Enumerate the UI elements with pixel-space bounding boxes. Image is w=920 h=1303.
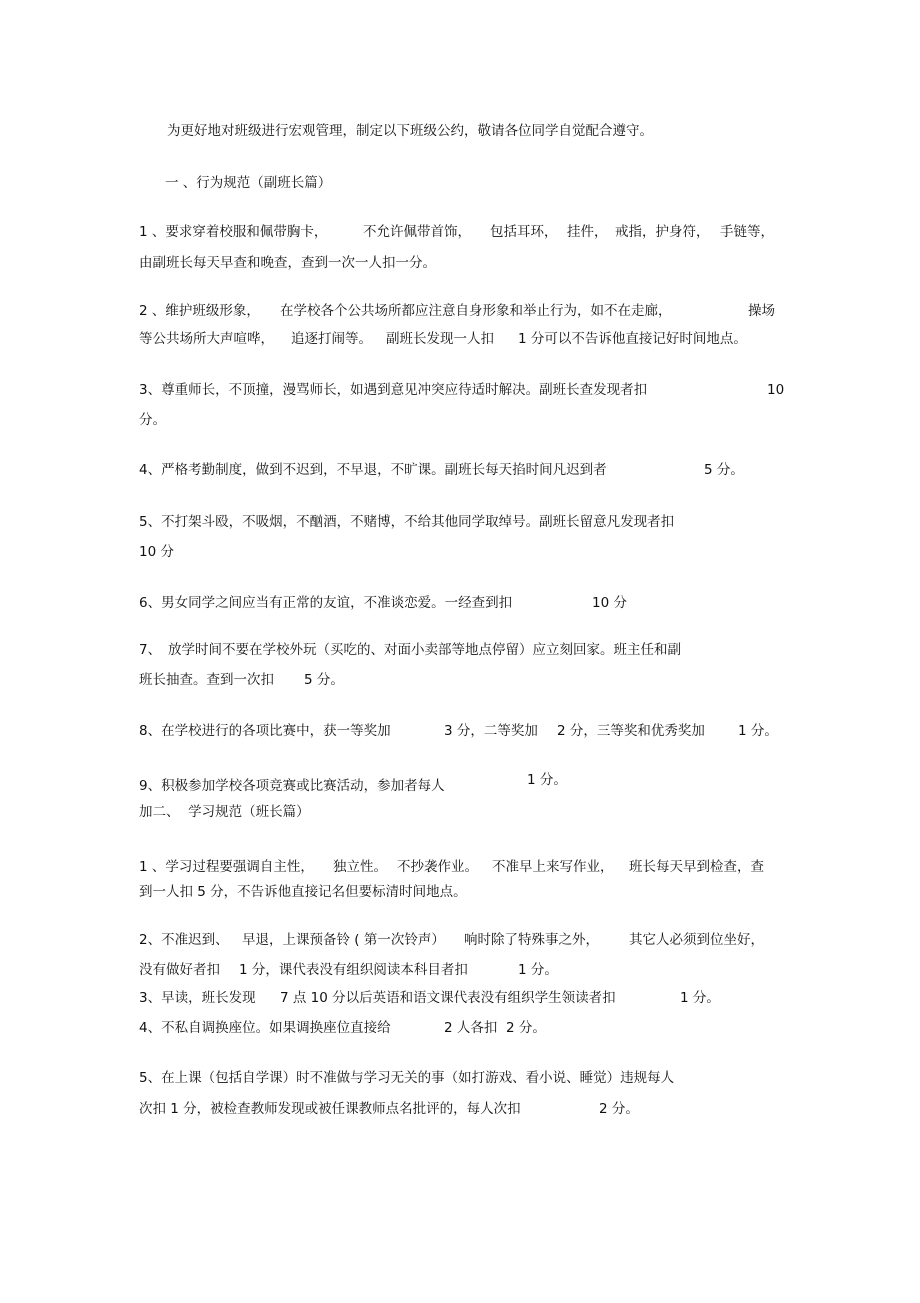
text-segment: 副班长发现一人扣 [386, 331, 494, 347]
section1-heading: 一 、行为规范（副班长篇） [165, 175, 332, 191]
text-segment: 5 分。 [704, 462, 744, 478]
text-segment: 10 [767, 382, 785, 398]
text-segment: 6、男女同学之间应当有正常的友谊，不准谈恋爱。一经查到扣 [139, 595, 513, 611]
text-segment: 1 分，课代表没有组织阅读本科目者扣 [239, 962, 468, 978]
text-segment: 包括耳环， [490, 224, 558, 240]
text-segment: 7、 [139, 642, 162, 658]
text-segment: 2、不准迟到、 [139, 932, 229, 948]
text-segment: 到一人扣 5 分，不告诉他直接记名但要标清时间地点。 [139, 884, 467, 900]
text-segment: 3、早读，班长发现 [139, 990, 256, 1006]
text-segment: 4、不私自调换座位。如果调换座位直接给 [139, 1020, 391, 1036]
text-segment: 独立性。 [333, 859, 387, 875]
text-segment: 班长抽查。查到一次扣 [139, 672, 274, 688]
text-segment: 7 点 10 分以后英语和语文课代表没有组织学生领读者扣 [280, 990, 616, 1006]
text-segment: 1 分。 [738, 723, 778, 739]
section2-heading: 加二、 学习规范（班长篇） [139, 804, 310, 820]
text-segment: 2 人各扣 2 分。 [444, 1020, 546, 1036]
text-segment: 3、尊重师长，不顶撞，漫骂师长，如遇到意见冲突应待适时解决。副班长查发现者扣 [139, 382, 648, 398]
text-segment: 其它人必须到位坐好， [629, 932, 764, 948]
text-segment: 响时除了特殊事之外， [464, 932, 599, 948]
text-segment: 5、不打架斗殴，不吸烟，不酗酒，不赌博，不给其他同学取绰号。副班长留意凡发现者扣 [139, 514, 675, 530]
text-segment: 戒指，护身符， [615, 224, 710, 240]
text-segment: 2 分，三等奖和优秀奖加 [557, 723, 705, 739]
text-segment: 不允许佩带首饰， [363, 224, 471, 240]
intro-paragraph: 为更好地对班级进行宏观管理，制定以下班级公约，敬请各位同学自觉配合遵守。 [167, 123, 653, 139]
text-segment: 分。 [139, 412, 166, 428]
text-segment: 在学校各个公共场所都应注意自身形象和举止行为，如不在走廊， [280, 303, 672, 319]
text-segment: 3 分，二等奖加 [444, 723, 538, 739]
text-segment: 10 分 [592, 595, 627, 611]
text-segment: 次扣 1 分，被检查教师发现或被任课教师点名批评的，每人次扣 [139, 1101, 521, 1117]
text-segment: 操场 [748, 303, 775, 319]
text-segment: 5 分。 [304, 672, 344, 688]
text-segment: 放学时间不要在学校外玩（买吃的、对面小卖部等地点停留）应立刻回家。班主任和副 [168, 642, 681, 658]
text-segment: 1 分可以不告诉他直接记好时间地点。 [518, 331, 747, 347]
text-segment: 9、积极参加学校各项竞赛或比赛活动，参加者每人 [139, 778, 445, 794]
text-segment: 没有做好者扣 [139, 962, 220, 978]
text-segment: 1 、要求穿着校服和佩带胸卡， [139, 224, 328, 240]
text-segment: 由副班长每天早查和晚查，查到一次一人扣一分。 [139, 255, 436, 271]
text-segment: 1 分。 [527, 772, 567, 788]
text-segment: 5、在上课（包括自学课）时不准做与学习无关的事（如打游戏、看小说、睡觉）违规每人 [139, 1070, 675, 1086]
text-segment: 不准早上来写作业， [492, 859, 614, 875]
text-segment: 1 分。 [518, 962, 558, 978]
text-segment: 8、在学校进行的各项比赛中，获一等奖加 [139, 723, 391, 739]
text-segment: 1 、学习过程要强调自主性， [139, 859, 314, 875]
text-segment: 手链等， [720, 224, 774, 240]
text-segment: 早退，上课预备铃 ( 第一次铃声） [242, 932, 445, 948]
text-segment: 不抄袭作业。 [397, 859, 478, 875]
text-segment: 2 分。 [599, 1101, 639, 1117]
text-segment: 挂件， [567, 224, 608, 240]
text-segment: 追逐打闹等。 [291, 331, 372, 347]
text-segment: 等公共场所大声喧哗， [139, 331, 274, 347]
text-segment: 10 分 [139, 544, 174, 560]
text-segment: 2 、维护班级形象， [139, 303, 260, 319]
text-segment: 4、严格考勤制度，做到不迟到，不早退，不旷课。副班长每天掐时间凡迟到者 [139, 462, 607, 478]
text-segment: 班长每天早到检查，查 [629, 859, 764, 875]
text-segment: 1 分。 [680, 990, 720, 1006]
